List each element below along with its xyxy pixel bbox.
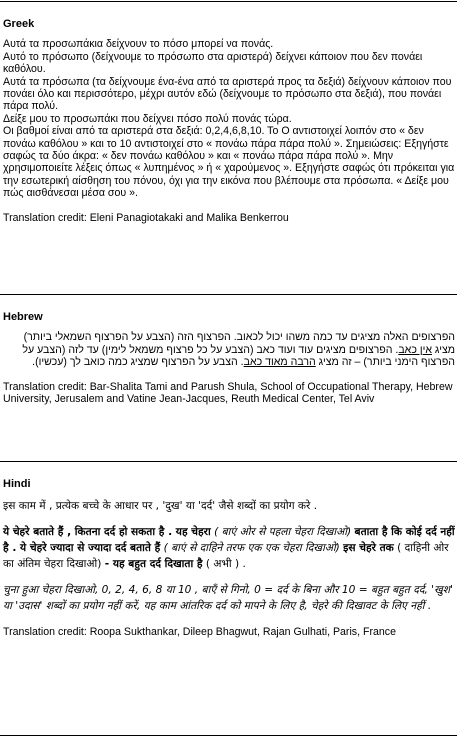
hebrew-text: . הצבע על הפרצוף שמציג כמה כואב לך (עכשיו). (32, 356, 244, 369)
hindi-credit: Translation credit: Roopa Sukthankar, Dileep Bhagwut, Rajan Gulhati, Paris, France (3, 626, 396, 639)
hindi-body (3, 498, 455, 614)
hindi-instruction: ( दाहिनी ओर का अंतिम चेहरा दिखाओ) (3, 542, 449, 571)
divider-greek-hebrew (0, 294, 457, 295)
hebrew-heading: Hebrew (3, 311, 43, 323)
hindi-paragraph: चुना हुआ चेहरा दिखाओ, 0, 2, 4, 6, 8 या 10 , बाएँ से गिनो, 0 = दर्द के बिना और 10 = बहुत बहुत दर्द, 'खुश' या 'उदास' शब्दों का प्रयोग नहीं करें, यह काम आंतरिक दर्द को मापने के लिए है, चेहरे की दिखावट के लिए नहीं . (3, 584, 453, 613)
greek-paragraph: Οι βαθμοί είναι από τα αριστερά στα δεξιά: 0,2,4,6,8,10. Το Ο αντιστοιχεί λοιπόν στο « δεν πονάω καθόλου » και το 10 αντιστοιχεί στο « πονάω πάρα πάρα πολύ ». Σημειώσεις: Εξηγήστε σαφώς τα δύο άκρα: « δεν πονάω καθόλου » και « πονάω πάρα πάρα πολύ ». Μην χρησιμοποιείτε λέξεις όπως « λυπημένος » ή « χαρούμενος ». Εξηγήστε σαφώς ότι πρόκειται για την εσωτερική αίσθηση του πόνου, όχι για την εικόνα που βλέπουμε στα πρόσωπα. « Δείξε μου πώς αισθάνεσαι μέσα σου ». (3, 125, 455, 200)
hindi-text: - यह बहुत दर्द दिखाता है (104, 558, 203, 571)
greek-paragraph: Αυτό το πρόσωπο (δείχνουμε το πρόσωπο στα αριστερά) δείχνει κάποιον που δεν πονάει καθόλου. (3, 50, 423, 76)
hindi-instruction: ( बाएं ओर से पहला चेहरा दिखाओ) (210, 526, 355, 539)
hindi-text: बताता है कि कोई दर्द नहीं है . ये चेहरे ज्यादा से ज्यादा दर्द बताते हैं (3, 526, 455, 555)
greek-body (3, 38, 455, 199)
divider-hebrew-hindi (0, 461, 457, 462)
hebrew-section (3, 311, 455, 405)
hindi-heading: Hindi (3, 478, 31, 490)
hebrew-text-much-pain: הרבה מאוד כאב (243, 356, 316, 369)
hindi-instruction: ( अभी ) . (202, 558, 246, 571)
divider-bottom (0, 735, 457, 736)
hebrew-credit: Translation credit: Bar-Shalita Tami and Parush Shula, School of Occupational Therapy, Hebrew University, Jerusalem and Vatine Jean-Jacques, Reuth Medical Center, Tel Aviv (3, 380, 453, 406)
hebrew-text-no-pain: אין כאב (398, 343, 432, 356)
hindi-text: इस चेहरे तक (343, 542, 394, 555)
hindi-paragraph (3, 524, 455, 572)
greek-credit: Translation credit: Eleni Panagiotakaki and Malika Benkerrou (3, 211, 289, 224)
greek-section (3, 18, 455, 224)
greek-paragraph: Αυτά τα πρόσωπα (τα δείχνουμε ένα-ένα από τα αριστερά προς τα δεξιά) δείχνουν κάποιον που πονάει όλο και περισσότερο, μέχρι αυτόν εδώ (δείχνουμε το πρόσωπο στα δεξιά), που πονάει πάρα πολύ. (3, 75, 452, 113)
greek-heading: Greek (3, 18, 35, 30)
hebrew-text: הפרצופים האלה מציגים עד כמה משהו יכול לכאוב. הפרצוף הזה (הצבע על הפרצוף השמאלי ביותר) מציג (23, 331, 455, 356)
hindi-instruction: ( बाएं से दाहिने तरफ एक एक चेहरा दिखाओ) (160, 542, 344, 555)
greek-paragraph: Αυτά τα προσωπάκια δείχνουν το πόσο μπορεί να πονάς. (3, 38, 274, 51)
hebrew-paragraph (3, 331, 455, 368)
hindi-paragraph: इस काम में , प्रत्येक बच्चे के आधार पर , 'दुख' या 'दर्द' जैसे शब्दों का प्रयोग करे . (3, 500, 318, 513)
hebrew-text: . הפרצופים מציגים עוד ועוד כאב (הצבע על כל פרצוף משמאל לימין) עד לזה (הצבע על הפרצוף הימני ביותר) – זה מציג (22, 343, 455, 369)
hindi-section (3, 478, 455, 639)
hindi-text: ये चेहरे बताते हैं , कितना दर्द हो सकता है . यह चेहरा (3, 526, 211, 539)
greek-paragraph: Δείξε μου το προσωπάκι που δείχνει πόσο πολύ πονάς τώρα. (3, 112, 292, 125)
divider-top (0, 1, 457, 2)
